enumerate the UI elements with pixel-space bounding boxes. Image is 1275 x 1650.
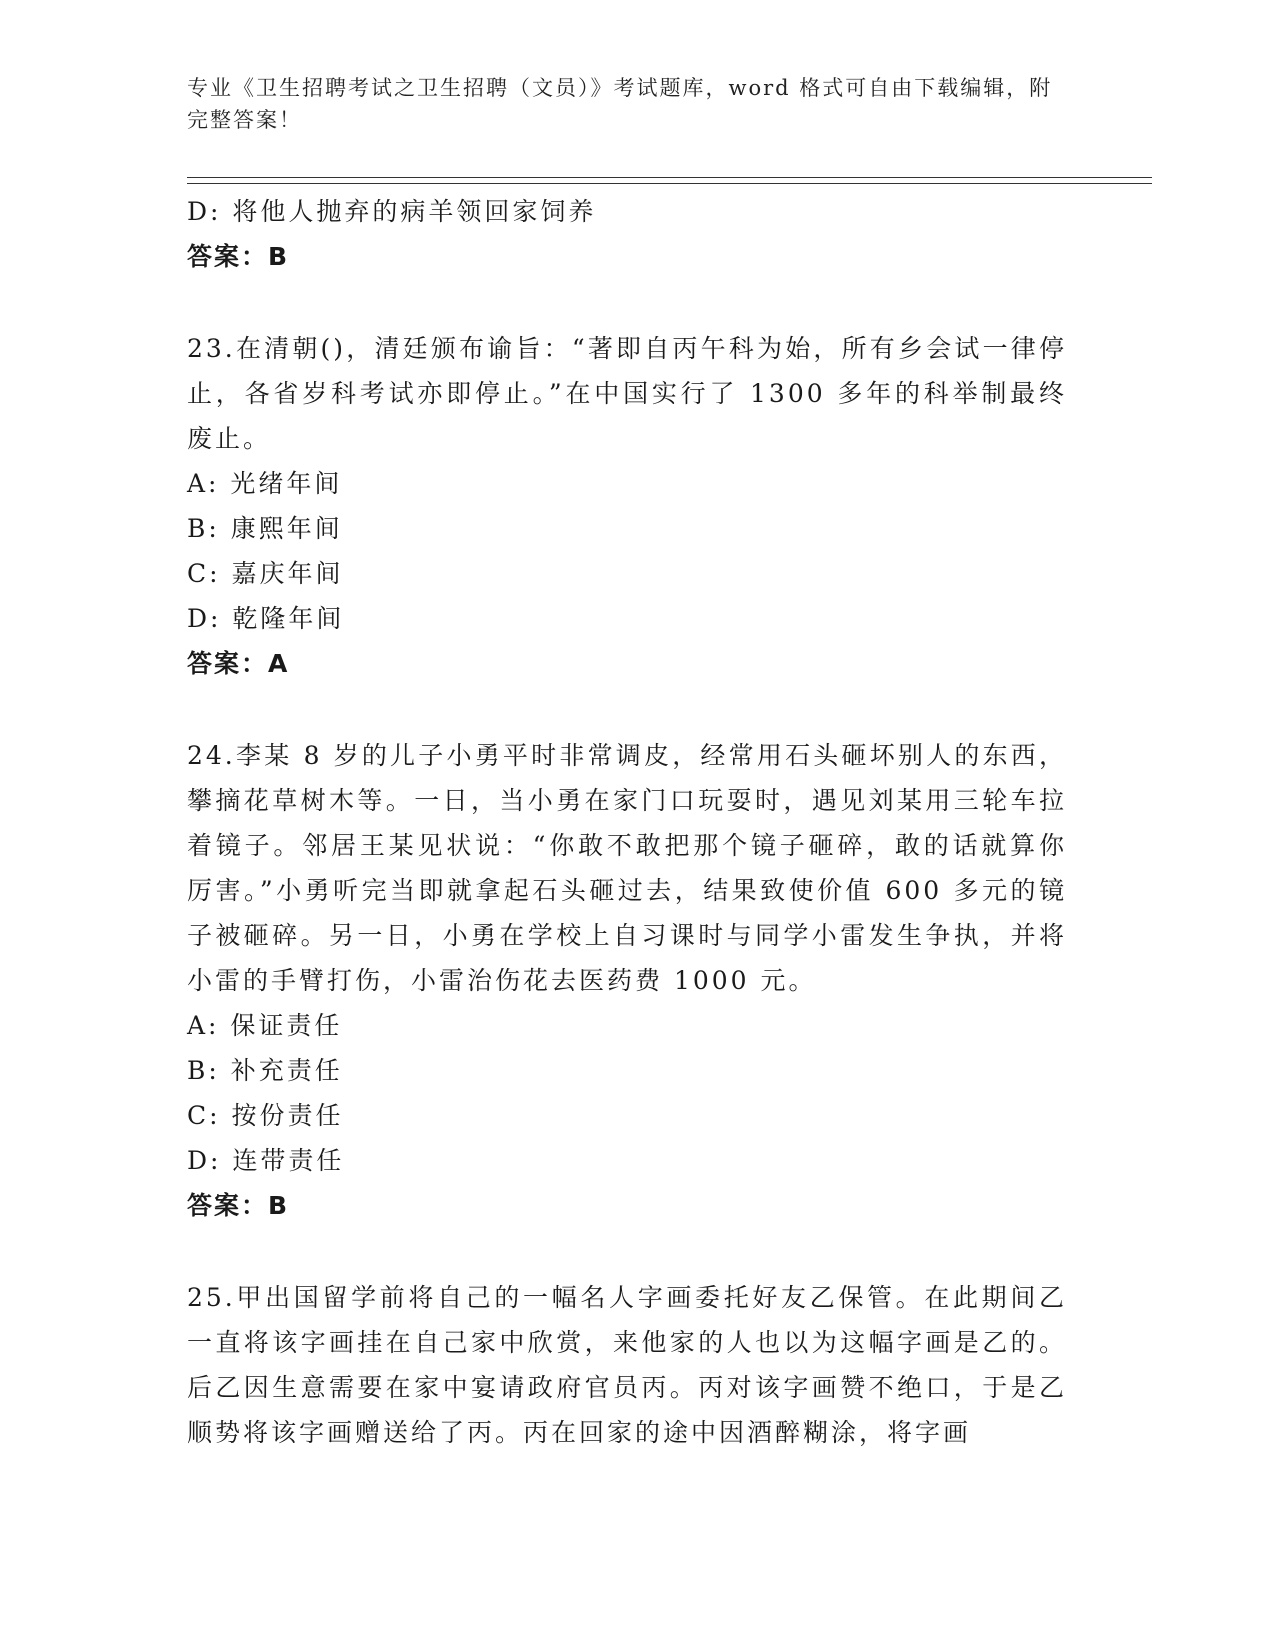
- question-25-stem: 25.甲出国留学前将自己的一幅名人字画委托好友乙保管。在此期间乙一直将该字画挂在自己家中欣赏，来他家的人也以为这幅字画是乙的。后乙因生意需要在家中宴请政府官员丙。丙对该字画赞不绝口，于是乙顺势将该字画赠送给了丙。丙在回家的途中因酒醉糊涂，将字画: [187, 1283, 1067, 1447]
- q23-option-d: D: 乾隆年间: [187, 604, 345, 633]
- prev-answer: 答案：B: [187, 242, 290, 271]
- question-24-stem: 24.李某 8 岁的儿子小勇平时非常调皮，经常用石头砸坏别人的东西，攀摘花草树木等。一日，当小勇在家门口玩耍时，遇见刘某用三轮车拉着镜子。邻居王某见状说：“你敢不敢把那个镜子砸碎，敢的话就算你厉害。”小勇听完当即就拿起石头砸过去，结果致使价值 600 多元的镜子被砸碎。另一日，小勇在学校上自习课时与同学小雷发生争执，并将小雷的手臂打伤，小雷治伤花去医药费 1000 元。: [187, 741, 1067, 995]
- q23-option-b: B: 康熙年间: [187, 514, 343, 543]
- q24-option-c: C: 按份责任: [187, 1101, 344, 1130]
- question-23-stem: 23.在清朝()，清廷颁布谕旨：“著即自丙午科为始，所有乡会试一律停止，各省岁科考试亦即停止。”在中国实行了 1300 多年的科举制最终废止。: [187, 334, 1067, 453]
- prev-option-d: D: 将他人抛弃的病羊领回家饲养: [187, 197, 597, 226]
- question-content: [187, 189, 1067, 1455]
- q24-option-d: D: 连带责任: [187, 1146, 345, 1175]
- header-divider-bottom: [187, 183, 1152, 184]
- q23-option-a: A: 光绪年间: [187, 469, 343, 498]
- q23-option-c: C: 嘉庆年间: [187, 559, 344, 588]
- q24-option-a: A: 保证责任: [187, 1011, 343, 1040]
- header-divider-top: [187, 177, 1152, 178]
- page-header: 专业《卫生招聘考试之卫生招聘（文员）》考试题库，word 格式可自由下载编辑，附完整答案！: [187, 76, 1053, 132]
- q24-answer: 答案：B: [187, 1191, 290, 1220]
- q23-answer: 答案：A: [187, 649, 290, 678]
- q24-option-b: B: 补充责任: [187, 1056, 343, 1085]
